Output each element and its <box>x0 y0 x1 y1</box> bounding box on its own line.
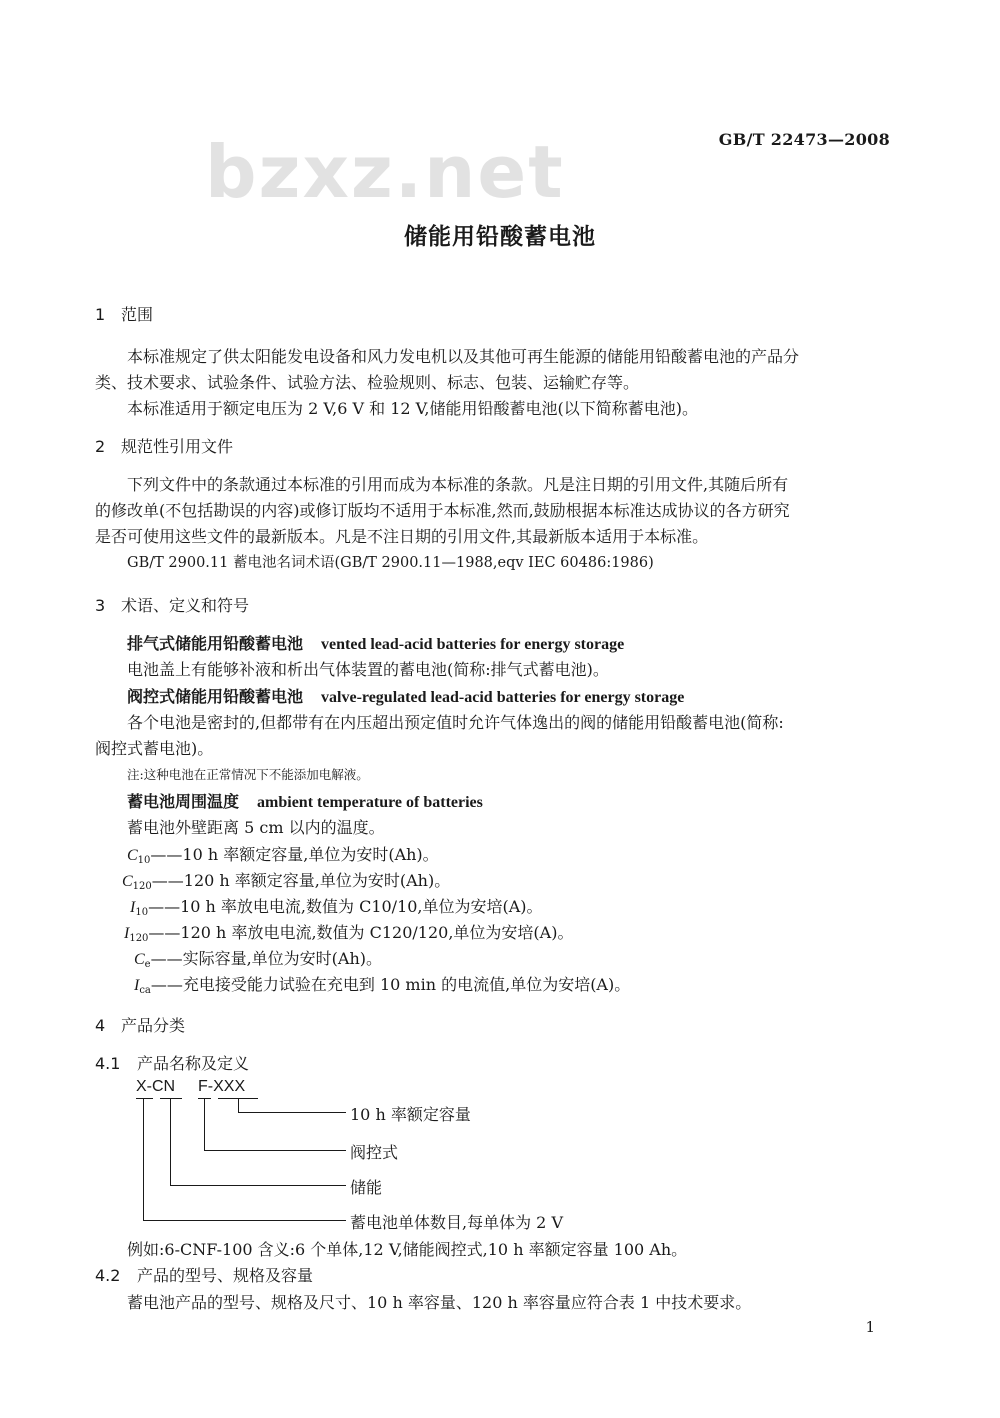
model-code-suffix: F-XXX <box>198 1078 246 1095</box>
standard-number: GB/T 22473—2008 <box>718 130 890 149</box>
symbol-text: ——10 h 率额定容量,单位为安时(Ah)。 <box>150 845 439 864</box>
leader-line <box>238 1112 346 1113</box>
reference-item: GB/T 2900.11 蓄电池名词术语(GB/T 2900.11—1988,eqv IEC 60486:1986) <box>127 555 654 571</box>
leader-line <box>143 1220 346 1221</box>
example-text: 例如:6-CNF-100 含义:6 个单体,12 V,储能阀控式,10 h 率额定容量 100 Ah。 <box>127 1240 688 1259</box>
symbol-text: ——充电接受能力试验在充电到 10 min 的电流值,单位为安培(A)。 <box>150 975 631 994</box>
leader-line <box>143 1099 144 1220</box>
term-chinese: 排气式储能用铅酸蓄电池 <box>127 634 304 653</box>
subsection-title: 产品的型号、规格及容量 <box>137 1266 314 1285</box>
code-label-valve: 阀控式 <box>350 1143 399 1162</box>
paragraph: 本标准规定了供太阳能发电设备和风力发电机以及其他可再生能源的储能用铅酸蓄电池的产品分 <box>127 347 800 366</box>
watermark: bzxz.net <box>205 130 565 214</box>
section-1-heading <box>95 302 153 325</box>
definition: 各个电池是密封的,但都带有在内压超出预定值时允许气体逸出的阀的储能用铅酸蓄电池(简称: <box>127 713 784 732</box>
symbol-subscript: 120 <box>132 881 152 892</box>
document-title: 储能用铅酸蓄电池 <box>404 224 596 250</box>
symbol: C <box>122 873 133 890</box>
section-2-heading <box>95 434 233 457</box>
term-english: vented lead-acid batteries for energy storage <box>321 636 625 653</box>
definition: 阀控式蓄电池)。 <box>95 739 214 758</box>
subsection-4-1-heading <box>95 1051 249 1074</box>
symbol-subscript: ca <box>139 985 151 996</box>
term-chinese: 蓄电池周围温度 <box>127 792 240 811</box>
code-label-capacity: 10 h 率额定容量 <box>350 1105 471 1124</box>
term-valve-regulated <box>127 684 684 707</box>
symbol-definition <box>122 868 450 892</box>
symbol: I <box>124 925 130 942</box>
code-label-storage: 储能 <box>350 1178 383 1197</box>
paragraph: 蓄电池产品的型号、规格及尺寸、10 h 率容量、120 h 率容量应符合表 1 中技术要求。 <box>127 1293 752 1312</box>
symbol-subscript: 120 <box>129 933 149 944</box>
paragraph: 类、技术要求、试验条件、试验方法、检验规则、标志、包装、运输贮存等。 <box>95 373 640 392</box>
symbol-text: ——10 h 率放电电流,数值为 C10/10,单位为安培(A)。 <box>148 897 543 916</box>
symbol: I <box>130 899 136 916</box>
symbol-definition <box>130 894 543 918</box>
leader-line <box>170 1185 346 1186</box>
leader-line <box>238 1099 239 1112</box>
paragraph: 是否可使用这些文件的最新版本。凡是不注日期的引用文件,其最新版本适用于本标准。 <box>95 527 709 546</box>
section-title: 规范性引用文件 <box>121 437 234 456</box>
definition: 蓄电池外壁距离 5 cm 以内的温度。 <box>127 818 385 837</box>
term-english: ambient temperature of batteries <box>257 794 483 811</box>
symbol: I <box>134 977 140 994</box>
paragraph: 的修改单(不包括勘误的内容)或修订版均不适用于本标准,然而,鼓励根据本标准达成协议的各方研究 <box>95 501 790 520</box>
leader-line <box>204 1150 346 1151</box>
paragraph: 本标准适用于额定电压为 2 V,6 V 和 12 V,储能用铅酸蓄电池(以下简称蓄电池)。 <box>127 399 698 418</box>
symbol-definition <box>134 972 630 996</box>
code-underline <box>160 1098 182 1099</box>
subsection-number: 4.1 <box>95 1054 121 1073</box>
definition: 电池盖上有能够补液和析出气体装置的蓄电池(简称:排气式蓄电池)。 <box>127 660 609 679</box>
code-label-cells: 蓄电池单体数目,每单体为 2 V <box>350 1213 563 1232</box>
section-title: 产品分类 <box>121 1016 186 1035</box>
symbol-definition <box>127 842 439 866</box>
section-4-heading <box>95 1013 185 1036</box>
page-number: 1 <box>865 1318 875 1336</box>
subsection-4-2-heading <box>95 1263 313 1286</box>
symbol-text: ——实际容量,单位为安时(Ah)。 <box>150 949 383 968</box>
symbol-text: ——120 h 率放电电流,数值为 C120/120,单位为安培(A)。 <box>148 923 574 942</box>
term-vented <box>127 631 624 654</box>
term-english: valve-regulated lead-acid batteries for energy storage <box>321 689 685 706</box>
model-code-prefix: X-CN <box>136 1078 176 1095</box>
section-title: 范围 <box>121 305 154 324</box>
section-number: 3 <box>95 596 106 615</box>
symbol-subscript: 10 <box>137 855 151 866</box>
subsection-number: 4.2 <box>95 1266 121 1285</box>
symbol-subscript: e <box>144 959 151 970</box>
section-number: 1 <box>95 305 106 324</box>
leader-line <box>204 1099 205 1150</box>
term-ambient-temperature <box>127 789 483 812</box>
section-number: 2 <box>95 437 106 456</box>
section-3-heading <box>95 593 249 616</box>
note: 注:这种电池在正常情况下不能添加电解液。 <box>127 767 369 782</box>
leader-line <box>170 1099 171 1185</box>
symbol-definition <box>134 946 382 970</box>
section-title: 术语、定义和符号 <box>121 596 250 615</box>
section-number: 4 <box>95 1016 106 1035</box>
code-underline <box>136 1098 153 1099</box>
symbol-definition <box>124 920 573 944</box>
symbol-subscript: 10 <box>135 907 149 918</box>
symbol: C <box>127 847 138 864</box>
term-chinese: 阀控式储能用铅酸蓄电池 <box>127 687 304 706</box>
symbol: C <box>134 951 145 968</box>
paragraph: 下列文件中的条款通过本标准的引用而成为本标准的条款。凡是注日期的引用文件,其随后所有 <box>127 475 789 494</box>
symbol-text: ——120 h 率额定容量,单位为安时(Ah)。 <box>151 871 451 890</box>
subsection-title: 产品名称及定义 <box>137 1054 250 1073</box>
